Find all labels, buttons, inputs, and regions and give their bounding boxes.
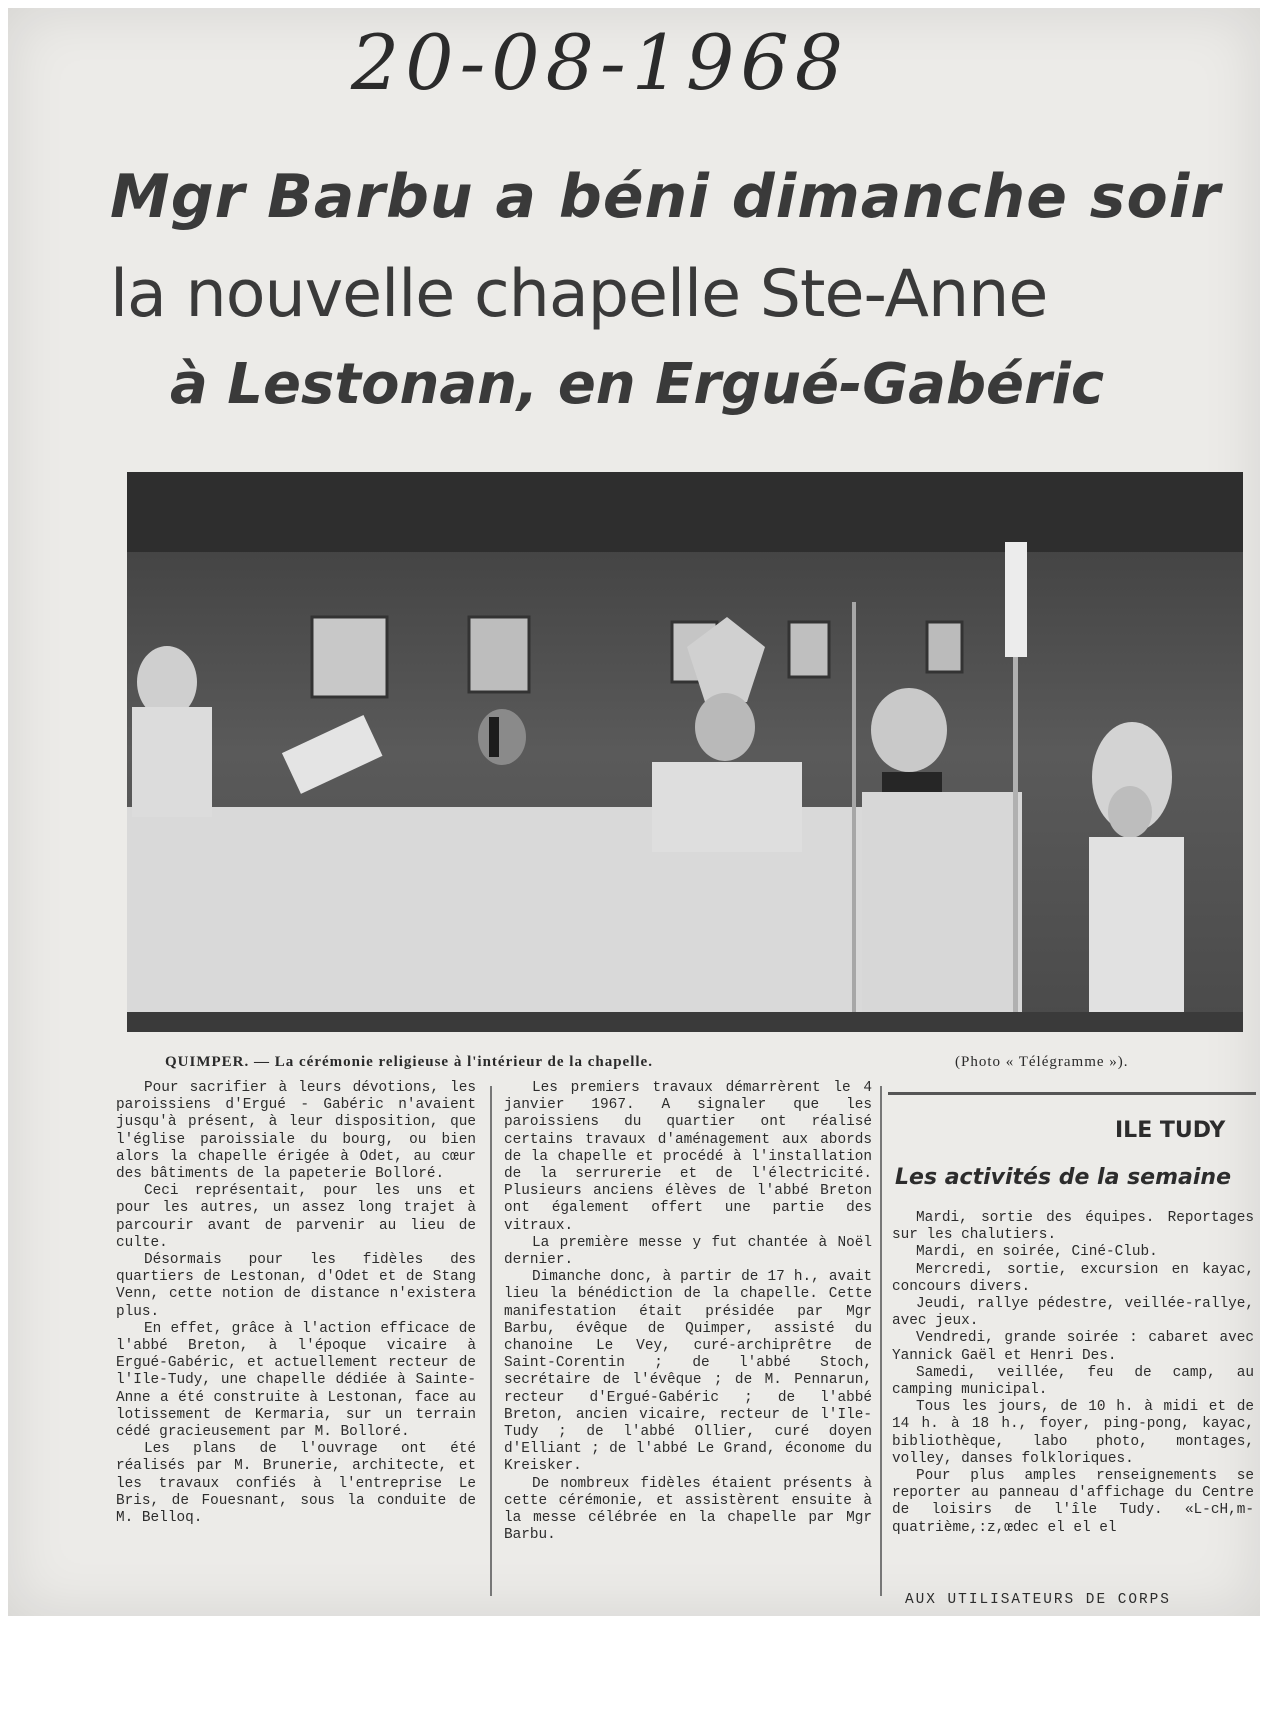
headline-line-1: Mgr Barbu a béni dimanche soir (110, 162, 1221, 232)
article-paragraph: Ceci représentait, pour les uns et pour les autres, un assez long trajet à parcourir avant de parvenir au lieu de culte. (116, 1183, 476, 1251)
sidebar-paragraph: Jeudi, rallye pédestre, veillée-rallye, avec jeux. (892, 1296, 1254, 1330)
article-paragraph: Les premiers travaux démarrèrent le 4 janvier 1967. A signaler que les paroissiens du quartier ont réalisé certains travaux d'aménagement aux abords de la chapelle et procédé à l'installation de la serrurerie et de l'électricité. Plusieurs anciens élèves de l'abbé Breton ont également offert une partie des vitraux. (504, 1080, 872, 1234)
article-paragraph: Dimanche donc, à partir de 17 h., avait lieu la bénédiction de la chapelle. Cette manifestation était présidée par Mgr Barbu, évêque de Quimper, assisté du chanoine Le Vey, curé-archiprêtre de Saint-Corentin ; de l'abbé Stoch, secrétaire de l'évêque ; de M. Pennarun, recteur d'Ergué-Gabéric ; de l'abbé Breton, ancien vicaire, recteur de l'Ile-Tudy ; de l'abbé Ollier, curé doyen d'Elliant ; de l'abbé Le Grand, économe du Kreisker. (504, 1269, 872, 1475)
column-divider (880, 1086, 882, 1596)
article-column-1 (116, 1080, 476, 1600)
column-divider (490, 1086, 492, 1596)
sidebar-heading: ILE TUDY (1115, 1118, 1226, 1143)
next-article-heading: AUX UTILISATEURS DE CORPS (905, 1592, 1171, 1608)
article-paragraph: De nombreux fidèles étaient présents à cette cérémonie, et assistèrent ensuite à la messe célébrée en la chapelle par Mgr Barbu. (504, 1475, 872, 1544)
article-paragraph: En effet, grâce à l'action efficace de l'abbé Breton, à l'époque vicaire à Ergué-Gabéric, et actuellement recteur de l'Ile-Tudy, une chapelle dédiée à Sainte-Anne a été construite à Lestonan, face au lotissement de Kermaria, sur un terrain cédé gracieusement par M. Bolloré. (116, 1320, 476, 1441)
article-paragraph: Pour sacrifier à leurs dévotions, les paroissiens d'Ergué - Gabéric n'avaient jusqu'à présent, à leur disposition, que l'église paroissiale du bourg, ou bien alors la chapelle érigée à Odet, au cœur des bâtiments de la papeterie Bolloré. (116, 1080, 476, 1183)
sidebar-paragraph: Mercredi, sortie, excursion en kayac, concours divers. (892, 1261, 1254, 1295)
photo-caption: QUIMPER. — La cérémonie religieuse à l'intérieur de la chapelle. (165, 1054, 653, 1070)
photo-credit: (Photo « Télégramme »). (955, 1054, 1129, 1070)
headline-line-3: à Lestonan, en Ergué-Gabéric (170, 352, 1105, 417)
article-paragraph: Désormais pour les fidèles des quartiers de Lestonan, d'Odet et de Stang Venn, cette notion de distance n'existera plus. (116, 1252, 476, 1320)
article-paragraph: La première messe y fut chantée à Noël dernier. (504, 1234, 872, 1269)
sidebar-column (892, 1210, 1254, 1730)
sidebar-paragraph: Pour plus amples renseignements se reporter au panneau d'affichage du Centre de loisirs de l'île Tudy. «L-cH,m-quatrième,:z,œdec el el el (892, 1468, 1254, 1536)
ceremony-photo-illustration (127, 472, 1243, 1032)
article-column-2 (504, 1080, 872, 1600)
sidebar-paragraph: Tous les jours, de 10 h. à midi et de 14 h. à 18 h., foyer, ping-pong, kayac, bibliothèque, labo photo, montages, volley, danses folkloriques. (892, 1399, 1254, 1467)
sidebar-paragraph: Mardi, sortie des équipes. Reportages sur les chalutiers. (892, 1210, 1254, 1244)
headline-line-2: la nouvelle chapelle Ste-Anne (110, 257, 1048, 332)
sidebar-paragraph: Mardi, en soirée, Ciné-Club. (916, 1244, 1158, 1261)
sidebar-subheading: Les activités de la semaine (895, 1165, 1231, 1190)
sidebar-rule (888, 1092, 1256, 1095)
sidebar-paragraph: Vendredi, grande soirée : cabaret avec Yannick Gaël et Henri Des. (892, 1330, 1254, 1364)
sidebar-paragraph: Samedi, veillée, feu de camp, au camping municipal. (892, 1364, 1254, 1399)
handwritten-date: 20-08-1968 (350, 18, 850, 107)
ceremony-photo (127, 472, 1243, 1032)
article-paragraph: Les plans de l'ouvrage ont été réalisés par M. Brunerie, architecte, et les travaux confiés à l'entreprise Le Bris, de Fouesnant, sous la conduite de M. Belloq. (116, 1441, 476, 1527)
